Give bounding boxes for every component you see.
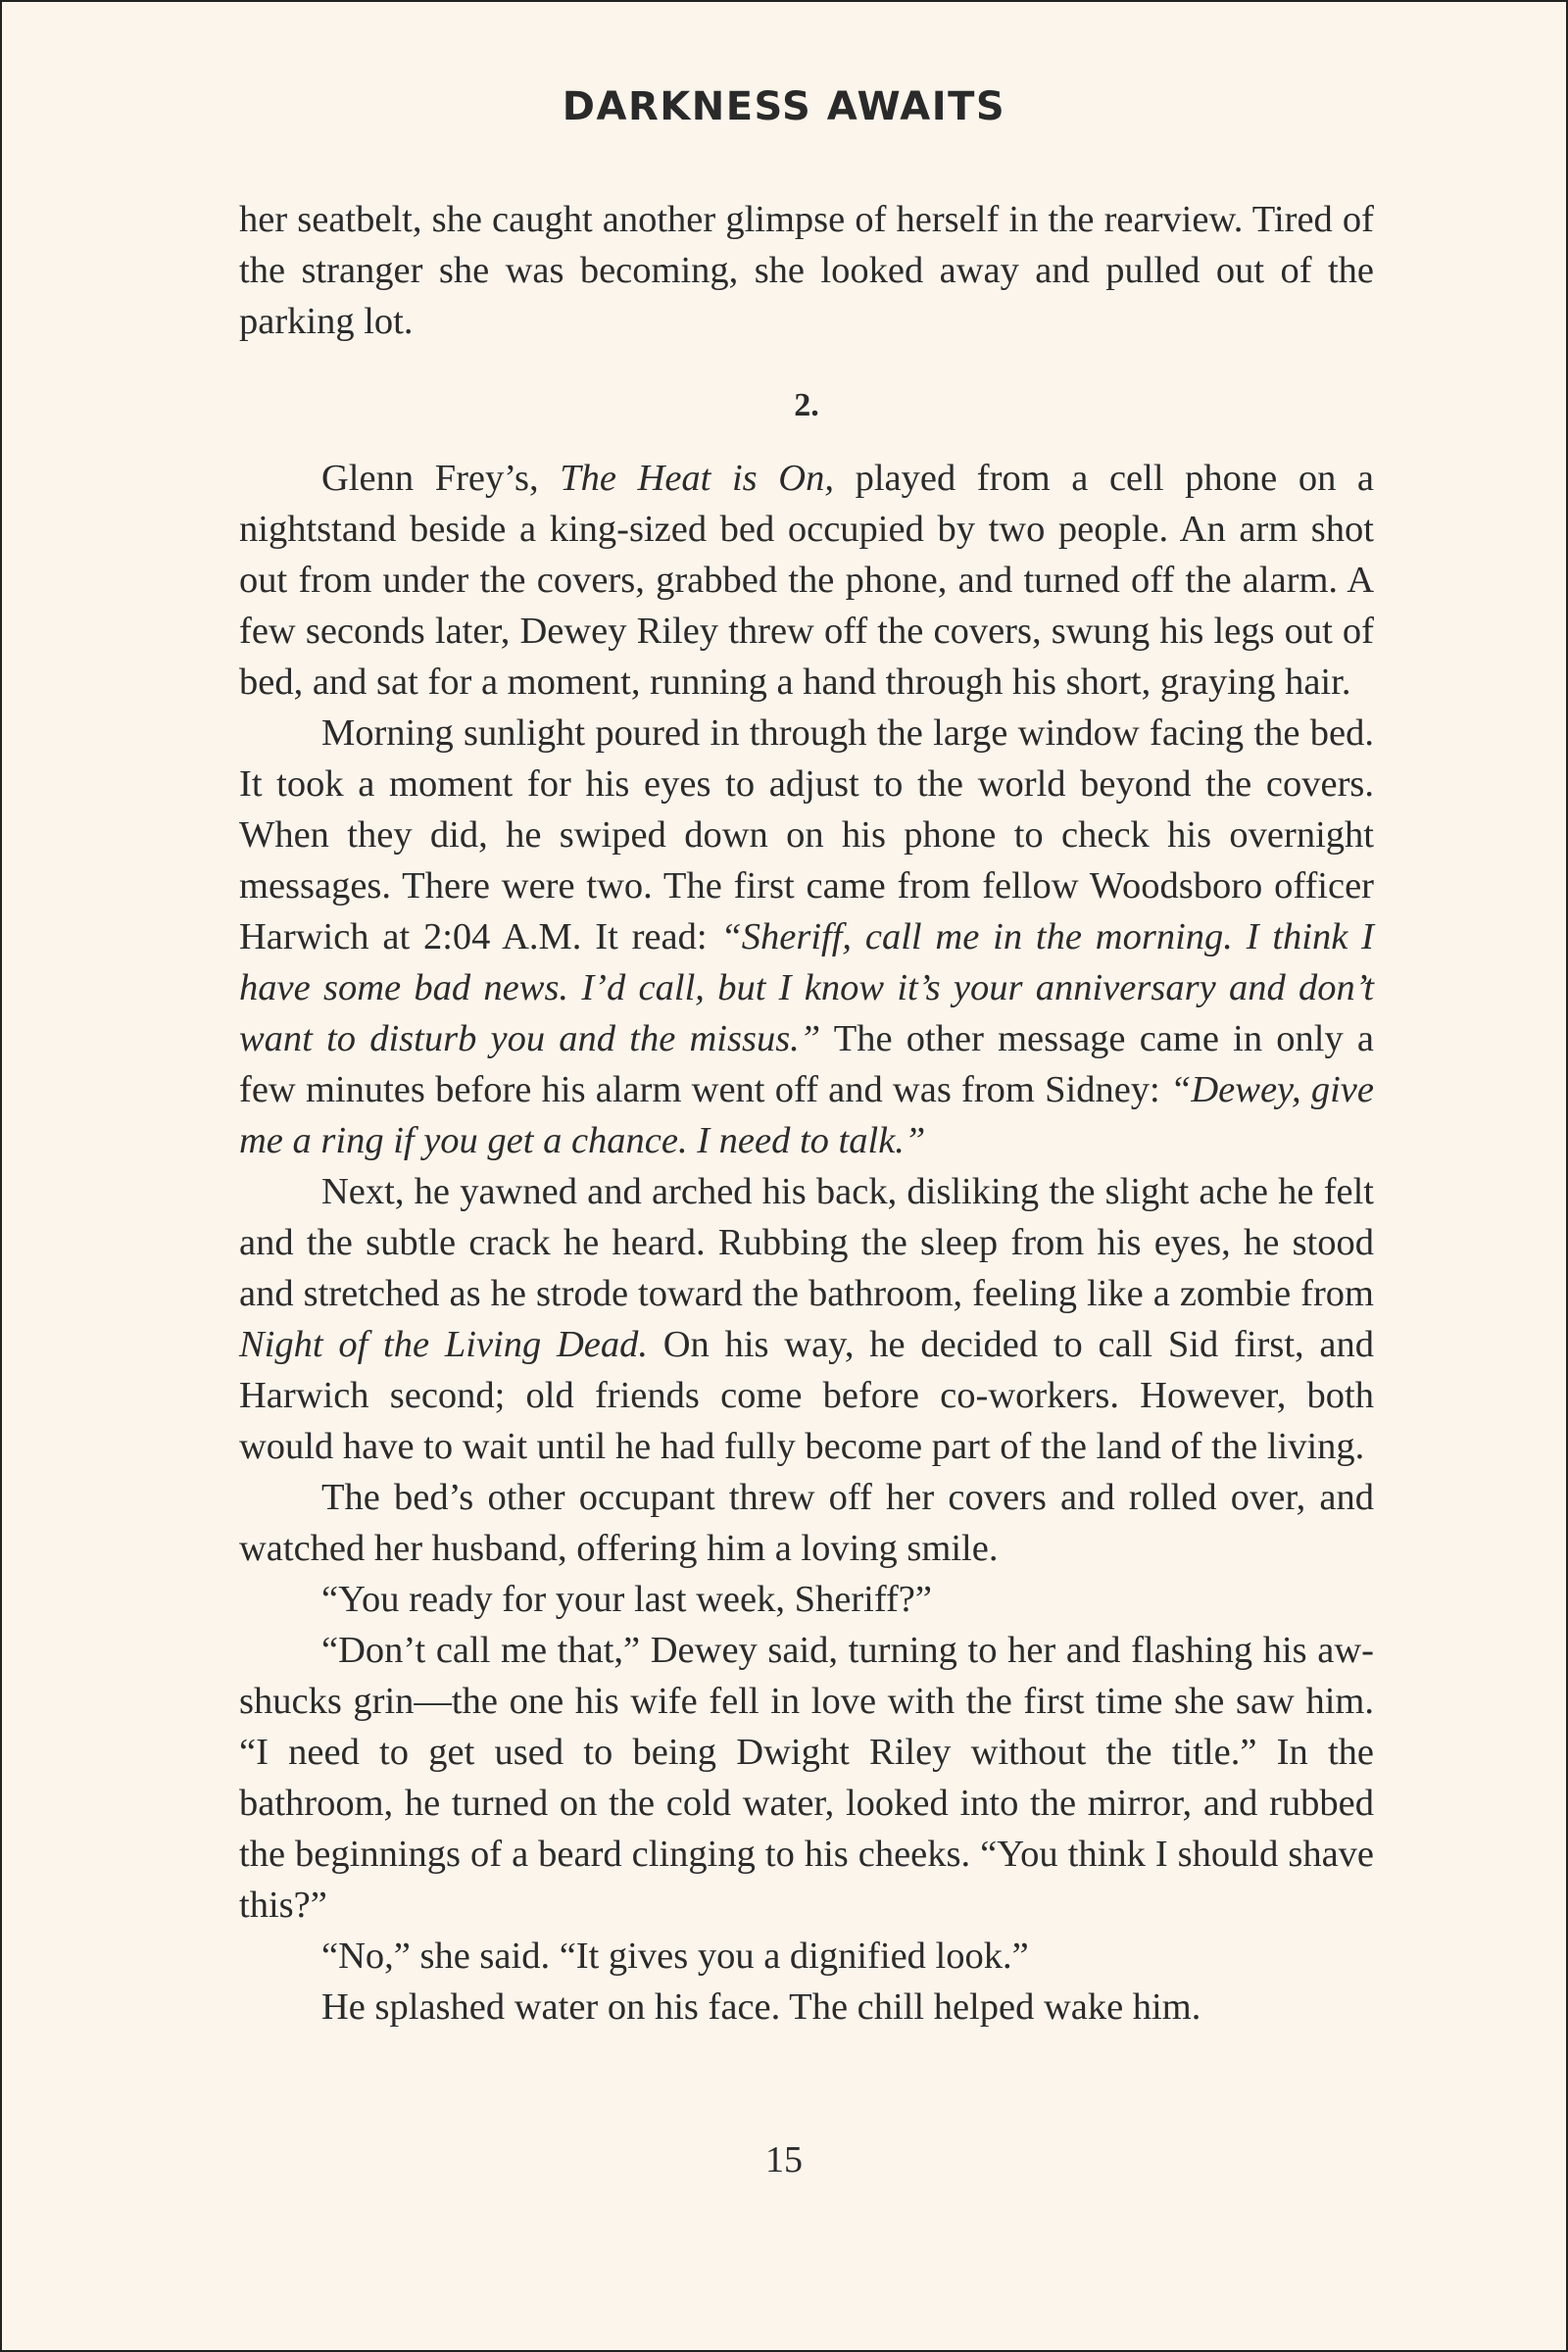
running-header: DARKNESS AWAITS [562,84,1006,129]
paragraph: He splashed water on his face. The chill helped wake him. [321,1986,1201,2028]
section-number: 2. [794,387,819,423]
text-run: Next, he yawned and arched his back, disliking the slight ache he felt and the subtle crack he heard. Rubbing the sleep from his eyes, he stood and stretched as he strode toward the bathroom, feeling like a zombie from [239,1171,1374,1314]
text-run: On his way, he decided to call Sid first, and Harwich second; old friends come before co-workers. However, both would have to wait until he had fully become part of the land of the living. [239,1324,1374,1467]
text-run: The other message came in only a few minutes before his alarm went off and was from Sidney: [239,1018,1374,1110]
page-number: 15 [765,2139,803,2180]
body-text [239,194,1374,2033]
paragraph [239,453,1374,708]
text-run: Glenn Frey’s, [321,458,561,499]
paragraph [239,1166,1374,1472]
text-run: Morning sunlight poured in through the large window facing the bed. It took a moment for his eyes to adjust to the world beyond the covers. When they did, he swiped down on his phone to check his overnight messages. There were two. The first came from fellow Woodsboro officer Harwich at 2:04 A.M. It read: [239,712,1374,957]
message-text: “Dewey, give me a ring if you get a chance. I need to talk.” [239,1069,1374,1161]
text-run: played from a cell phone on a nightstand beside a king-sized bed occupied by two people. An arm shot out from under the covers, grabbed the phone, and turned off the alarm. A few seconds later, Dewey Riley threw off the covers, swung his legs out of bed, and sat for a moment, running a hand through his short, graying hair. [239,458,1375,703]
film-title: Night of the Living Dead. [239,1324,648,1365]
paragraph: “Don’t call me that,” Dewey said, turning to her and flashing his aw-shucks grin—the one his wife fell in love with the first time she saw him. “I need to get used to being Dwight Riley without the title.” In the bathroom, he turned on the cold water, looked into the mirror, and rubbed the beginnings of a beard clinging to his cheeks. “You think I should shave this?” [239,1630,1374,1926]
paragraph: “You ready for your last week, Sheriff?” [321,1579,932,1620]
song-title: The Heat is On, [560,458,834,499]
paragraph-continued: her seatbelt, she caught another glimpse of herself in the rearview. Tired of the stranger she was becoming, she looked away and pulled out of the parking lot. [239,199,1374,342]
paragraph: The bed’s other occupant threw off her covers and rolled over, and watched her husband, offering him a loving smile. [239,1477,1374,1569]
message-text: “Sheriff, call me in the morning. I think I have some bad news. I’d call, but I know it’s your anniversary and don’t want to disturb you and the missus.” [239,916,1374,1059]
paragraph: “No,” she said. “It gives you a dignified look.” [321,1936,1029,1977]
paragraph [239,708,1374,1166]
